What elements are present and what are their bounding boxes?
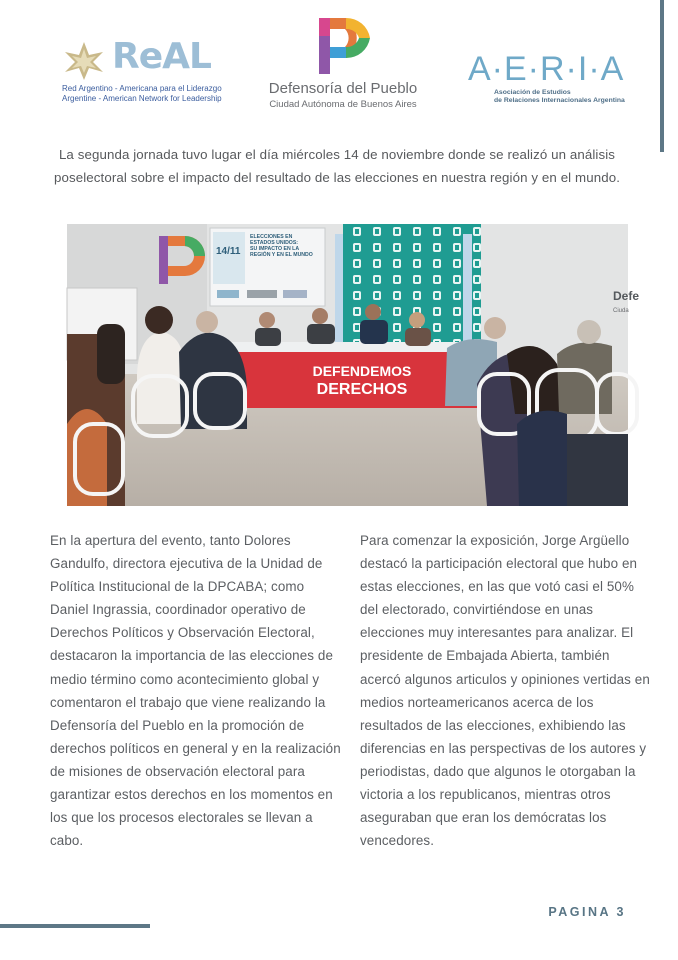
screen-line-4: REGIÓN Y EN EL MUNDO [250,252,313,258]
event-photo [67,224,640,506]
screen-date: 14/11 [216,246,241,257]
real-star-icon [62,41,106,81]
page-number: PAGINA 3 [548,905,626,919]
screen-line-2: ESTADOS UNIDOS: [250,240,299,246]
defensoria-logo [268,14,418,114]
top-accent-bar [660,0,664,152]
body-column-right: Para comenzar la exposición, Jorge Argüello destacó la participación electoral que hubo en estas elecciones, en las que votó casi el 50% del electorado, convirtiéndose en unas elecciones muy interesantes para analizar. El presidente de Embajada Abierta, también acercó algunos articulos y opiniones vertidas en medios norteamericanos acerca de los resultados de las elecciones, exhibiendo las diferencias en las perspectivas de los autores y periodistas, dado que algunos le otorgaban la victoria a los republicanos, mientras otros aseguraban que eran los demócratas los vencedores. [360,533,650,849]
event-photo-illustration [67,224,640,506]
wall-text-1: Defe [613,289,640,303]
real-tagline-es: Red Argentino - Americana para el Liderazgo [62,84,222,93]
aeria-wordmark: A·E·R·I·A [468,50,625,88]
aeria-logo [468,52,628,107]
aeria-name-line2: de Relaciones Internacionales Argentina [494,97,625,104]
bottom-accent-bar [0,924,150,928]
defensoria-p-mark-icon [315,14,373,78]
screen-line-3: SU IMPACTO EN LA [250,246,300,252]
banner-line-1: DEFENDEMOS [312,363,412,379]
defensoria-subtitle: Ciudad Autónoma de Buenos Aires [269,99,417,110]
defensoria-title: Defensoría del Pueblo [268,80,418,97]
body-column-left: En la apertura del evento, tanto Dolores Gandulfo, directora ejecutiva de la Unidad de Política Institucional de la DPCABA; como Daniel Ingrassia, coordinador operativo de Derechos Políticos y Observación Electoral, destacaron la importancia de las elecciones de medio término como acontecimiento global y comentaron el trabajo que viene realizando la Defensoría del Pueblo en la promoción de derechos políticos en general y en la realización de misiones de observación electoral para garantizar estos derechos en los momentos en los que los procesos electorales se llevan a cabo. [50,533,341,849]
real-logo [62,38,232,108]
intro-paragraph: La segunda jornada tuvo lugar el día miércoles 14 de noviembre donde se realizó un análisis poselectoral sobre el impacto del resultado de las elecciones en nuestra región y en el mundo. [54,147,620,185]
real-tagline-en: Argentine - American Network for Leadership [62,94,222,103]
real-wordmark: ReAL [112,36,211,77]
screen-line-1: ELECCIONES EN [250,234,293,240]
aeria-name-line1: Asociación de Estudios [494,89,571,96]
banner-line-2: DERECHOS [316,381,408,398]
wall-text-2: Ciuda [613,308,629,314]
